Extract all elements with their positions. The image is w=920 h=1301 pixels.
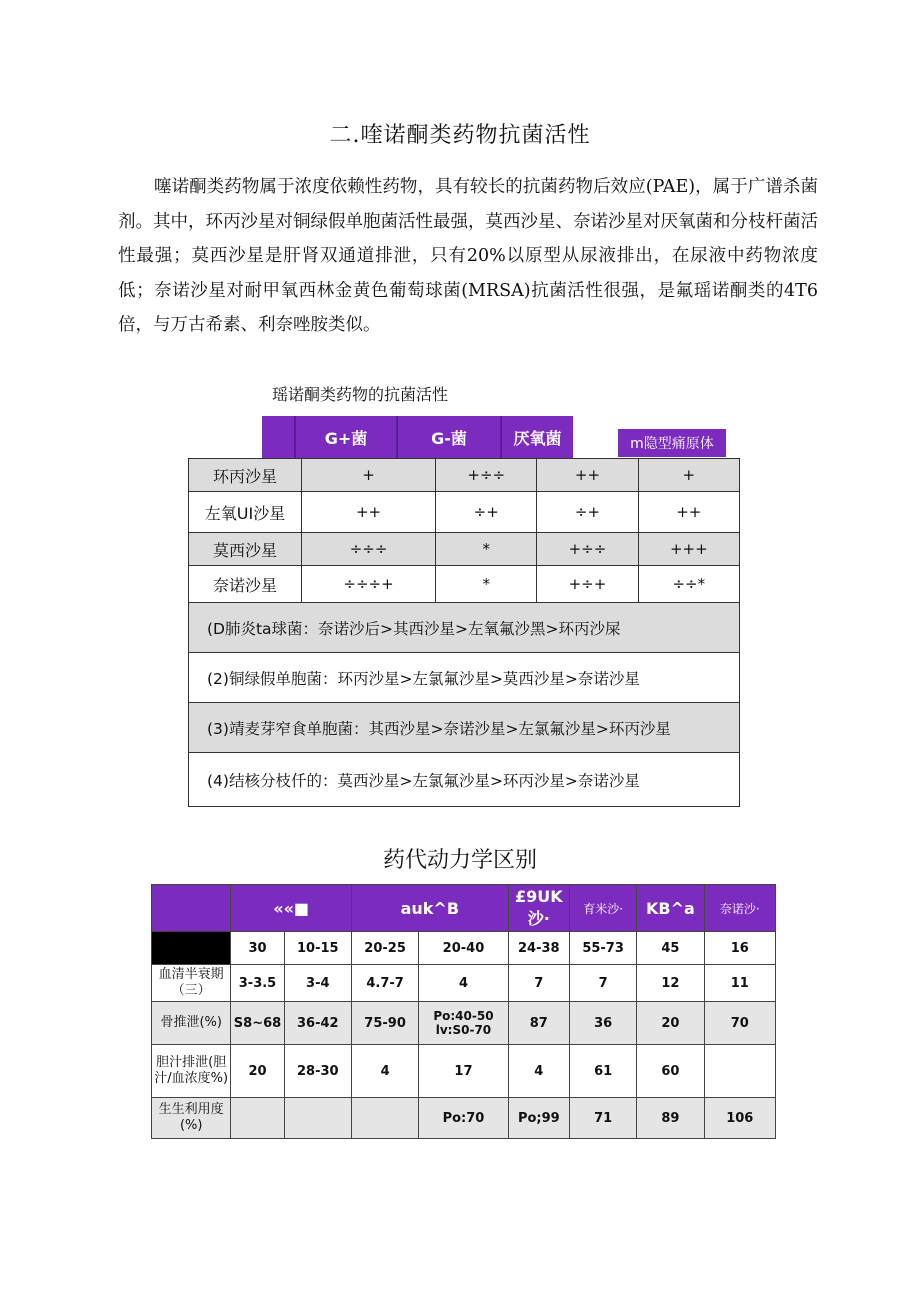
header-cell: ««■ xyxy=(231,885,352,932)
table-cell: 36-42 xyxy=(284,1002,351,1045)
row-label: 骨推泄(%) xyxy=(152,1002,231,1045)
table-cell: 20-40 xyxy=(419,932,508,965)
table-cell: 10-15 xyxy=(284,932,351,965)
table-cell: 87 xyxy=(508,1002,569,1045)
row-name: 环丙沙星 xyxy=(189,459,302,492)
table-cell: Po:70 xyxy=(419,1098,508,1139)
table-row xyxy=(189,533,740,566)
table-cell: 20 xyxy=(637,1002,704,1045)
table1-header-gminus: G-菌 xyxy=(396,416,500,458)
section-title: 二.喹诺酮类药物抗菌活性 xyxy=(329,123,591,148)
note-row: (D肺炎ta球菌：奈诺沙后>其西沙星>左氧氟沙黑>环丙沙屎 xyxy=(189,603,740,653)
row-name: 莫西沙星 xyxy=(189,533,302,566)
table-header-row xyxy=(152,885,776,932)
table-cell: * xyxy=(436,533,537,566)
row-name: 左氧UI沙星 xyxy=(189,492,302,533)
header-cell: £9UK 沙· xyxy=(508,885,569,932)
table-cell: 70 xyxy=(704,1002,775,1045)
table-cell: ÷+ xyxy=(436,492,537,533)
header-cell: KB^a xyxy=(637,885,704,932)
table-cell: 16 xyxy=(704,932,775,965)
table-cell: 30 xyxy=(231,932,284,965)
table2-caption: 药代动力学区别 xyxy=(382,848,537,873)
table-cell: 60 xyxy=(637,1045,704,1098)
table-row xyxy=(189,703,740,753)
note-row: (4)结核分枝仟的：莫西沙星>左氯氟沙星>环丙沙星>奈诺沙星 xyxy=(189,753,740,807)
header-cell: auk^B xyxy=(351,885,508,932)
row-label xyxy=(152,932,231,965)
table-cell: ++ xyxy=(302,492,436,533)
table-row xyxy=(189,566,740,603)
table-cell: ++ xyxy=(537,459,638,492)
table-cell: Po;99 xyxy=(508,1098,569,1139)
antibacterial-activity-table xyxy=(188,458,740,807)
note-row: (2)铜绿假单胞菌：环丙沙星>左氯氟沙星>莫西沙星>奈诺沙星 xyxy=(189,653,740,703)
table-cell: +++ xyxy=(638,533,739,566)
pharmacokinetics-table xyxy=(151,884,776,1139)
table-row xyxy=(189,492,740,533)
header-cell xyxy=(152,885,231,932)
table-cell: ÷+ xyxy=(537,492,638,533)
table-row xyxy=(189,603,740,653)
table-cell: 7 xyxy=(508,965,569,1002)
table1-header-atypical: m隐型痛原体 xyxy=(618,429,726,457)
table-row xyxy=(152,932,776,965)
table-row xyxy=(189,459,740,492)
table-cell: 61 xyxy=(569,1045,636,1098)
table-cell: 45 xyxy=(637,932,704,965)
table-cell: Po:40-50 lv:S0-70 xyxy=(419,1002,508,1045)
table-cell: + xyxy=(638,459,739,492)
table-cell: 24-38 xyxy=(508,932,569,965)
table-row xyxy=(152,1002,776,1045)
table1-caption: 瑶诺酮类药物的抗菌活性 xyxy=(272,385,449,404)
table-cell: 89 xyxy=(637,1098,704,1139)
table-row xyxy=(189,753,740,807)
table-row xyxy=(152,1098,776,1139)
table-cell: 12 xyxy=(637,965,704,1002)
table-cell: S8~68 xyxy=(231,1002,284,1045)
table1-header-anaerobe: 厌氧菌 xyxy=(500,416,573,458)
row-label: 血清半衰期（三） xyxy=(152,965,231,1002)
table-cell: ÷÷÷ xyxy=(302,533,436,566)
table-cell: 7 xyxy=(569,965,636,1002)
table-cell: 4.7-7 xyxy=(351,965,418,1002)
table-cell: 71 xyxy=(569,1098,636,1139)
table-cell: 4 xyxy=(419,965,508,1002)
table-cell: 3-4 xyxy=(284,965,351,1002)
table-cell: 17 xyxy=(419,1045,508,1098)
table-cell: 28-30 xyxy=(284,1045,351,1098)
table-cell: ÷÷* xyxy=(638,566,739,603)
row-name: 奈诺沙星 xyxy=(189,566,302,603)
row-label: 生生利用度(%) xyxy=(152,1098,231,1139)
table1-header-gplus: G+菌 xyxy=(294,416,396,458)
table-row xyxy=(189,653,740,703)
table-cell: 4 xyxy=(351,1045,418,1098)
table-cell xyxy=(351,1098,418,1139)
table-cell: ++ xyxy=(638,492,739,533)
table-row xyxy=(152,965,776,1002)
table-cell xyxy=(284,1098,351,1139)
table-cell: 55-73 xyxy=(569,932,636,965)
table-cell: +÷÷ xyxy=(436,459,537,492)
table-cell: 20-25 xyxy=(351,932,418,965)
row-label: 胆汁排泄(胆汁/血浓度%) xyxy=(152,1045,231,1098)
table-cell: * xyxy=(436,566,537,603)
note-row: (3)靖麦芽窄食单胞菌：其西沙星>奈诺沙星>左氯氟沙星>环丙沙星 xyxy=(189,703,740,753)
body-paragraph: 噻诺酮类药物属于浓度依赖性药物，具有较长的抗菌药物后效应(PAE)，属于广谱杀菌剂。其中，环丙沙星对铜绿假单胞菌活性最强，莫西沙星、奈诺沙星对厌氧菌和分枝杆菌活性最强；莫西沙星是肝肾双通道排泄，只有20%以原型从尿液排出，在尿液中药物浓度低；奈诺沙星对耐甲氧西林金黄色葡萄球菌(MRSA)抗菌活性很强，是氟瑶诺酮类的4T6倍，与万古希素、利奈唑胺类似。 xyxy=(118,177,818,335)
table-cell: ÷÷÷+ xyxy=(302,566,436,603)
table-row xyxy=(152,1045,776,1098)
table-cell: 11 xyxy=(704,965,775,1002)
table-cell: 75-90 xyxy=(351,1002,418,1045)
header-cell: 奈诺沙· xyxy=(704,885,775,932)
table-cell: 4 xyxy=(508,1045,569,1098)
header-cell: 育米沙· xyxy=(569,885,636,932)
table-cell xyxy=(231,1098,284,1139)
table-cell: + xyxy=(302,459,436,492)
table1-header-blank xyxy=(262,416,294,458)
table-cell: 36 xyxy=(569,1002,636,1045)
table-cell xyxy=(704,1045,775,1098)
table-cell: +÷÷ xyxy=(537,533,638,566)
table-cell: 106 xyxy=(704,1098,775,1139)
table-cell: +÷+ xyxy=(537,566,638,603)
table-cell: 3-3.5 xyxy=(231,965,284,1002)
table-cell: 20 xyxy=(231,1045,284,1098)
